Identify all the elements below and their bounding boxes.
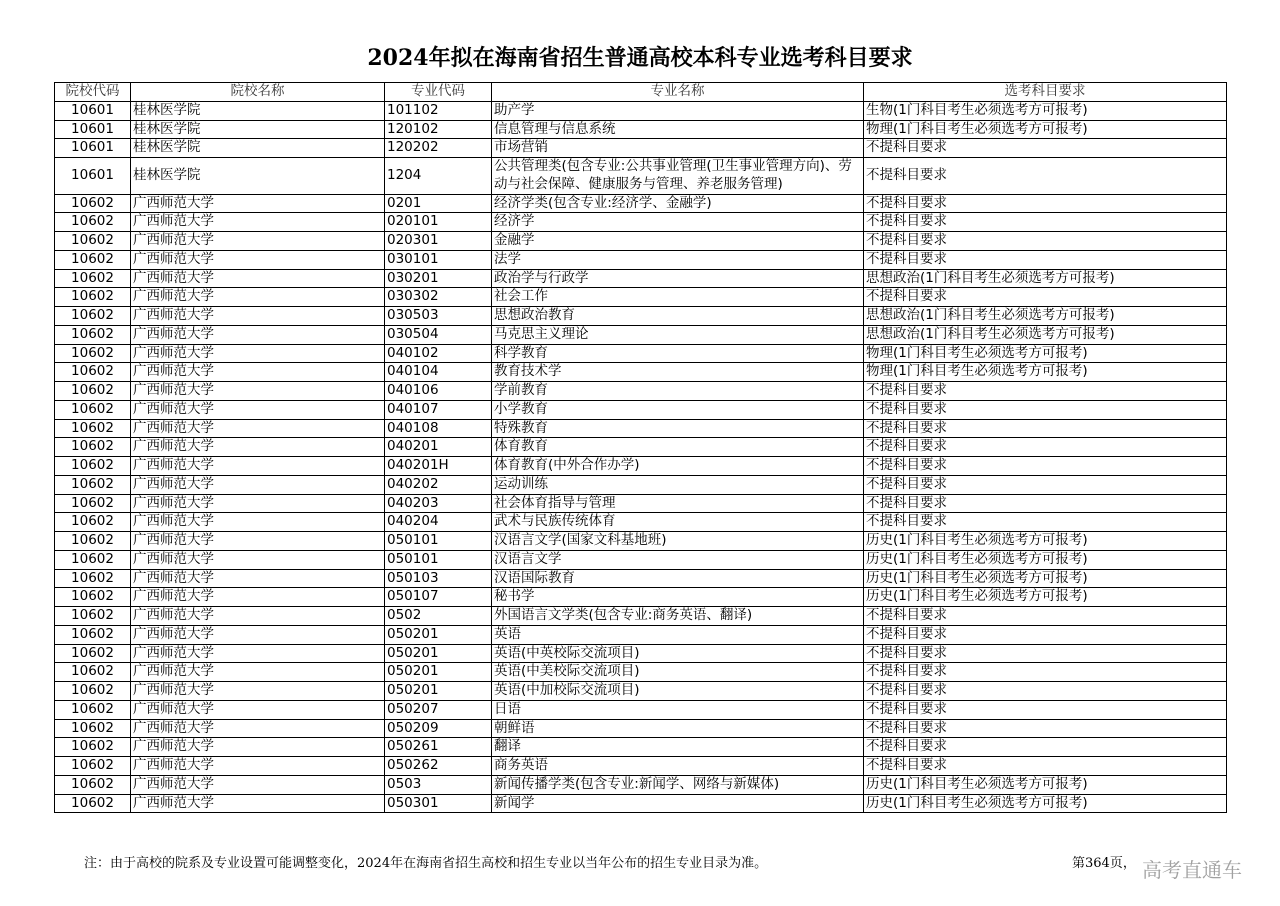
cell-major-code: 050301 bbox=[385, 794, 492, 813]
cell-major-name: 商务英语 bbox=[492, 757, 864, 776]
cell-major-code: 1204 bbox=[385, 158, 492, 195]
cell-school-name: 广西师范大学 bbox=[131, 325, 385, 344]
table-row bbox=[55, 569, 1227, 588]
cell-school-code: 10602 bbox=[55, 269, 131, 288]
cell-school-name: 广西师范大学 bbox=[131, 550, 385, 569]
cell-school-name: 广西师范大学 bbox=[131, 232, 385, 251]
cell-school-code: 10602 bbox=[55, 400, 131, 419]
cell-school-name: 广西师范大学 bbox=[131, 757, 385, 776]
cell-school-code: 10601 bbox=[55, 139, 131, 158]
cell-subject-requirement: 不提科目要求 bbox=[864, 719, 1227, 738]
watermark: 高考直通车 bbox=[1142, 858, 1242, 882]
cell-school-name: 广西师范大学 bbox=[131, 419, 385, 438]
cell-school-code: 10602 bbox=[55, 775, 131, 794]
cell-school-code: 10602 bbox=[55, 682, 131, 701]
cell-major-name: 外国语言文学类(包含专业:商务英语、翻译) bbox=[492, 607, 864, 626]
cell-major-code: 040201H bbox=[385, 457, 492, 476]
cell-subject-requirement: 生物(1门科目考生必须选考方可报考) bbox=[864, 101, 1227, 120]
table-row bbox=[55, 382, 1227, 401]
table-row bbox=[55, 663, 1227, 682]
footer-note: 注：由于高校的院系及专业设置可能调整变化，2024年在海南省招生高校和招生专业以当年公布的招生专业目录为准。 bbox=[84, 856, 768, 871]
cell-major-code: 030504 bbox=[385, 325, 492, 344]
table-row bbox=[55, 288, 1227, 307]
table-row bbox=[55, 700, 1227, 719]
cell-major-code: 050209 bbox=[385, 719, 492, 738]
cell-major-code: 040102 bbox=[385, 344, 492, 363]
cell-subject-requirement: 不提科目要求 bbox=[864, 494, 1227, 513]
cell-subject-requirement: 不提科目要求 bbox=[864, 232, 1227, 251]
cell-subject-requirement: 不提科目要求 bbox=[864, 139, 1227, 158]
cell-school-code: 10602 bbox=[55, 607, 131, 626]
cell-major-name: 公共管理类(包含专业:公共事业管理(卫生事业管理方向)、劳动与社会保障、健康服务与管理、养老服务管理) bbox=[492, 158, 864, 195]
table-row bbox=[55, 644, 1227, 663]
cell-school-name: 广西师范大学 bbox=[131, 663, 385, 682]
cell-school-code: 10602 bbox=[55, 663, 131, 682]
cell-major-name: 英语(中英校际交流项目) bbox=[492, 644, 864, 663]
cell-major-code: 050101 bbox=[385, 532, 492, 551]
cell-school-name: 广西师范大学 bbox=[131, 513, 385, 532]
table-row bbox=[55, 438, 1227, 457]
cell-major-code: 120202 bbox=[385, 139, 492, 158]
cell-major-name: 日语 bbox=[492, 700, 864, 719]
cell-school-name: 广西师范大学 bbox=[131, 307, 385, 326]
cell-major-name: 科学教育 bbox=[492, 344, 864, 363]
cell-school-code: 10602 bbox=[55, 644, 131, 663]
page-title: 2024年拟在海南省招生普通高校本科专业选考科目要求 bbox=[367, 45, 913, 71]
table-row bbox=[55, 232, 1227, 251]
cell-school-name: 广西师范大学 bbox=[131, 644, 385, 663]
cell-major-code: 050207 bbox=[385, 700, 492, 719]
cell-school-code: 10602 bbox=[55, 532, 131, 551]
cell-school-code: 10602 bbox=[55, 213, 131, 232]
cell-school-name: 广西师范大学 bbox=[131, 288, 385, 307]
cell-major-code: 050262 bbox=[385, 757, 492, 776]
cell-major-code: 050107 bbox=[385, 588, 492, 607]
table-row bbox=[55, 250, 1227, 269]
cell-major-name: 体育教育 bbox=[492, 438, 864, 457]
cell-school-name: 广西师范大学 bbox=[131, 438, 385, 457]
cell-subject-requirement: 不提科目要求 bbox=[864, 419, 1227, 438]
cell-subject-requirement: 思想政治(1门科目考生必须选考方可报考) bbox=[864, 307, 1227, 326]
cell-school-code: 10602 bbox=[55, 307, 131, 326]
cell-school-code: 10602 bbox=[55, 457, 131, 476]
cell-school-name: 广西师范大学 bbox=[131, 794, 385, 813]
cell-subject-requirement: 不提科目要求 bbox=[864, 644, 1227, 663]
cell-subject-requirement: 历史(1门科目考生必须选考方可报考) bbox=[864, 775, 1227, 794]
cell-school-code: 10601 bbox=[55, 158, 131, 195]
cell-school-code: 10601 bbox=[55, 101, 131, 120]
table-row bbox=[55, 682, 1227, 701]
cell-school-name: 广西师范大学 bbox=[131, 494, 385, 513]
cell-school-code: 10602 bbox=[55, 344, 131, 363]
cell-school-code: 10602 bbox=[55, 382, 131, 401]
cell-school-name: 广西师范大学 bbox=[131, 250, 385, 269]
header-major-name: 专业名称 bbox=[492, 83, 864, 102]
cell-major-name: 助产学 bbox=[492, 101, 864, 120]
cell-school-name: 广西师范大学 bbox=[131, 457, 385, 476]
cell-major-name: 法学 bbox=[492, 250, 864, 269]
cell-school-code: 10602 bbox=[55, 719, 131, 738]
cell-major-code: 020301 bbox=[385, 232, 492, 251]
cell-subject-requirement: 不提科目要求 bbox=[864, 250, 1227, 269]
cell-major-code: 101102 bbox=[385, 101, 492, 120]
table-row bbox=[55, 400, 1227, 419]
cell-school-name: 广西师范大学 bbox=[131, 738, 385, 757]
cell-school-name: 广西师范大学 bbox=[131, 532, 385, 551]
cell-school-name: 广西师范大学 bbox=[131, 344, 385, 363]
cell-school-code: 10602 bbox=[55, 625, 131, 644]
cell-major-name: 信息管理与信息系统 bbox=[492, 120, 864, 139]
table-row bbox=[55, 625, 1227, 644]
cell-school-code: 10602 bbox=[55, 232, 131, 251]
cell-subject-requirement: 历史(1门科目考生必须选考方可报考) bbox=[864, 569, 1227, 588]
page-number: 第364页， bbox=[1072, 856, 1136, 871]
cell-school-name: 广西师范大学 bbox=[131, 213, 385, 232]
cell-major-name: 新闻传播学类(包含专业:新闻学、网络与新媒体) bbox=[492, 775, 864, 794]
cell-major-name: 朝鲜语 bbox=[492, 719, 864, 738]
table-row bbox=[55, 532, 1227, 551]
cell-major-code: 0502 bbox=[385, 607, 492, 626]
cell-major-name: 体育教育(中外合作办学) bbox=[492, 457, 864, 476]
cell-subject-requirement: 不提科目要求 bbox=[864, 194, 1227, 213]
table-row bbox=[55, 475, 1227, 494]
cell-school-code: 10602 bbox=[55, 438, 131, 457]
cell-subject-requirement: 历史(1门科目考生必须选考方可报考) bbox=[864, 550, 1227, 569]
cell-subject-requirement: 不提科目要求 bbox=[864, 400, 1227, 419]
cell-subject-requirement: 思想政治(1门科目考生必须选考方可报考) bbox=[864, 325, 1227, 344]
cell-major-code: 040107 bbox=[385, 400, 492, 419]
cell-major-name: 政治学与行政学 bbox=[492, 269, 864, 288]
cell-major-code: 0503 bbox=[385, 775, 492, 794]
cell-subject-requirement: 历史(1门科目考生必须选考方可报考) bbox=[864, 532, 1227, 551]
cell-school-name: 广西师范大学 bbox=[131, 700, 385, 719]
cell-major-code: 050201 bbox=[385, 663, 492, 682]
cell-school-name: 广西师范大学 bbox=[131, 382, 385, 401]
cell-major-code: 050101 bbox=[385, 550, 492, 569]
table-body bbox=[55, 101, 1227, 813]
cell-major-code: 030201 bbox=[385, 269, 492, 288]
cell-major-name: 思想政治教育 bbox=[492, 307, 864, 326]
cell-school-name: 广西师范大学 bbox=[131, 363, 385, 382]
cell-major-code: 040201 bbox=[385, 438, 492, 457]
table-header-row bbox=[55, 83, 1227, 102]
cell-major-name: 特殊教育 bbox=[492, 419, 864, 438]
cell-subject-requirement: 不提科目要求 bbox=[864, 663, 1227, 682]
cell-school-code: 10602 bbox=[55, 700, 131, 719]
cell-major-code: 050201 bbox=[385, 682, 492, 701]
cell-major-name: 新闻学 bbox=[492, 794, 864, 813]
cell-school-code: 10602 bbox=[55, 475, 131, 494]
cell-subject-requirement: 物理(1门科目考生必须选考方可报考) bbox=[864, 120, 1227, 139]
table-row bbox=[55, 794, 1227, 813]
cell-major-code: 040202 bbox=[385, 475, 492, 494]
table-row bbox=[55, 494, 1227, 513]
cell-subject-requirement: 物理(1门科目考生必须选考方可报考) bbox=[864, 344, 1227, 363]
cell-school-name: 广西师范大学 bbox=[131, 625, 385, 644]
table-row bbox=[55, 719, 1227, 738]
cell-major-name: 运动训练 bbox=[492, 475, 864, 494]
cell-major-name: 秘书学 bbox=[492, 588, 864, 607]
cell-subject-requirement: 不提科目要求 bbox=[864, 158, 1227, 195]
cell-subject-requirement: 不提科目要求 bbox=[864, 682, 1227, 701]
cell-major-name: 金融学 bbox=[492, 232, 864, 251]
cell-subject-requirement: 不提科目要求 bbox=[864, 457, 1227, 476]
table-row bbox=[55, 738, 1227, 757]
cell-subject-requirement: 物理(1门科目考生必须选考方可报考) bbox=[864, 363, 1227, 382]
cell-major-name: 英语(中加校际交流项目) bbox=[492, 682, 864, 701]
table-row bbox=[55, 325, 1227, 344]
cell-subject-requirement: 不提科目要求 bbox=[864, 475, 1227, 494]
cell-school-name: 广西师范大学 bbox=[131, 475, 385, 494]
cell-subject-requirement: 不提科目要求 bbox=[864, 288, 1227, 307]
cell-major-name: 学前教育 bbox=[492, 382, 864, 401]
cell-subject-requirement: 历史(1门科目考生必须选考方可报考) bbox=[864, 588, 1227, 607]
cell-subject-requirement: 不提科目要求 bbox=[864, 213, 1227, 232]
header-major-code: 专业代码 bbox=[385, 83, 492, 102]
cell-school-name: 广西师范大学 bbox=[131, 719, 385, 738]
cell-school-code: 10602 bbox=[55, 794, 131, 813]
table-row bbox=[55, 513, 1227, 532]
cell-subject-requirement: 不提科目要求 bbox=[864, 738, 1227, 757]
cell-school-code: 10602 bbox=[55, 738, 131, 757]
cell-school-name: 桂林医学院 bbox=[131, 101, 385, 120]
table-row bbox=[55, 158, 1227, 195]
table-row bbox=[55, 588, 1227, 607]
cell-school-name: 广西师范大学 bbox=[131, 775, 385, 794]
cell-school-name: 广西师范大学 bbox=[131, 269, 385, 288]
cell-major-code: 040108 bbox=[385, 419, 492, 438]
table-row bbox=[55, 607, 1227, 626]
requirements-table bbox=[54, 82, 1227, 813]
cell-major-code: 040106 bbox=[385, 382, 492, 401]
cell-subject-requirement: 不提科目要求 bbox=[864, 382, 1227, 401]
cell-school-code: 10602 bbox=[55, 363, 131, 382]
cell-school-name: 广西师范大学 bbox=[131, 682, 385, 701]
cell-school-code: 10602 bbox=[55, 194, 131, 213]
table-row bbox=[55, 550, 1227, 569]
cell-school-code: 10602 bbox=[55, 757, 131, 776]
table-row bbox=[55, 344, 1227, 363]
cell-school-code: 10602 bbox=[55, 550, 131, 569]
cell-major-code: 050201 bbox=[385, 625, 492, 644]
cell-subject-requirement: 思想政治(1门科目考生必须选考方可报考) bbox=[864, 269, 1227, 288]
cell-major-name: 经济学类(包含专业:经济学、金融学) bbox=[492, 194, 864, 213]
table-row bbox=[55, 419, 1227, 438]
table-row bbox=[55, 457, 1227, 476]
cell-subject-requirement: 不提科目要求 bbox=[864, 757, 1227, 776]
cell-major-name: 教育技术学 bbox=[492, 363, 864, 382]
cell-major-code: 030302 bbox=[385, 288, 492, 307]
cell-major-code: 030101 bbox=[385, 250, 492, 269]
cell-major-name: 武术与民族传统体育 bbox=[492, 513, 864, 532]
cell-major-name: 翻译 bbox=[492, 738, 864, 757]
header-school-name: 院校名称 bbox=[131, 83, 385, 102]
cell-major-name: 市场营销 bbox=[492, 139, 864, 158]
cell-major-name: 经济学 bbox=[492, 213, 864, 232]
cell-school-name: 广西师范大学 bbox=[131, 588, 385, 607]
cell-school-code: 10602 bbox=[55, 325, 131, 344]
cell-major-code: 050103 bbox=[385, 569, 492, 588]
cell-major-code: 050201 bbox=[385, 644, 492, 663]
table-row bbox=[55, 363, 1227, 382]
cell-major-name: 英语 bbox=[492, 625, 864, 644]
cell-school-code: 10602 bbox=[55, 288, 131, 307]
cell-subject-requirement: 不提科目要求 bbox=[864, 625, 1227, 644]
cell-major-name: 社会体育指导与管理 bbox=[492, 494, 864, 513]
table-row bbox=[55, 307, 1227, 326]
cell-subject-requirement: 不提科目要求 bbox=[864, 438, 1227, 457]
cell-major-name: 汉语国际教育 bbox=[492, 569, 864, 588]
cell-school-code: 10602 bbox=[55, 513, 131, 532]
cell-school-name: 桂林医学院 bbox=[131, 139, 385, 158]
cell-major-code: 040203 bbox=[385, 494, 492, 513]
cell-subject-requirement: 不提科目要求 bbox=[864, 513, 1227, 532]
cell-major-name: 马克思主义理论 bbox=[492, 325, 864, 344]
table-row bbox=[55, 194, 1227, 213]
cell-school-code: 10602 bbox=[55, 419, 131, 438]
table-row bbox=[55, 139, 1227, 158]
table-row bbox=[55, 775, 1227, 794]
table-row bbox=[55, 101, 1227, 120]
cell-major-name: 汉语言文学 bbox=[492, 550, 864, 569]
cell-school-name: 广西师范大学 bbox=[131, 607, 385, 626]
cell-school-code: 10602 bbox=[55, 494, 131, 513]
cell-major-code: 0201 bbox=[385, 194, 492, 213]
cell-major-code: 030503 bbox=[385, 307, 492, 326]
cell-major-code: 050261 bbox=[385, 738, 492, 757]
cell-subject-requirement: 不提科目要求 bbox=[864, 607, 1227, 626]
cell-school-name: 广西师范大学 bbox=[131, 569, 385, 588]
table-row bbox=[55, 120, 1227, 139]
cell-major-name: 汉语言文学(国家文科基地班) bbox=[492, 532, 864, 551]
cell-school-name: 广西师范大学 bbox=[131, 400, 385, 419]
cell-school-name: 桂林医学院 bbox=[131, 120, 385, 139]
cell-school-code: 10602 bbox=[55, 250, 131, 269]
cell-school-code: 10601 bbox=[55, 120, 131, 139]
cell-major-code: 120102 bbox=[385, 120, 492, 139]
cell-school-code: 10602 bbox=[55, 569, 131, 588]
header-subject-requirement: 选考科目要求 bbox=[864, 83, 1227, 102]
cell-major-name: 社会工作 bbox=[492, 288, 864, 307]
cell-major-name: 英语(中美校际交流项目) bbox=[492, 663, 864, 682]
cell-subject-requirement: 历史(1门科目考生必须选考方可报考) bbox=[864, 794, 1227, 813]
cell-major-code: 040104 bbox=[385, 363, 492, 382]
cell-major-code: 020101 bbox=[385, 213, 492, 232]
cell-major-code: 040204 bbox=[385, 513, 492, 532]
header-school-code: 院校代码 bbox=[55, 83, 131, 102]
table-row bbox=[55, 213, 1227, 232]
table-row bbox=[55, 757, 1227, 776]
table-row bbox=[55, 269, 1227, 288]
cell-subject-requirement: 不提科目要求 bbox=[864, 700, 1227, 719]
cell-school-code: 10602 bbox=[55, 588, 131, 607]
cell-major-name: 小学教育 bbox=[492, 400, 864, 419]
cell-school-name: 广西师范大学 bbox=[131, 194, 385, 213]
cell-school-name: 桂林医学院 bbox=[131, 158, 385, 195]
